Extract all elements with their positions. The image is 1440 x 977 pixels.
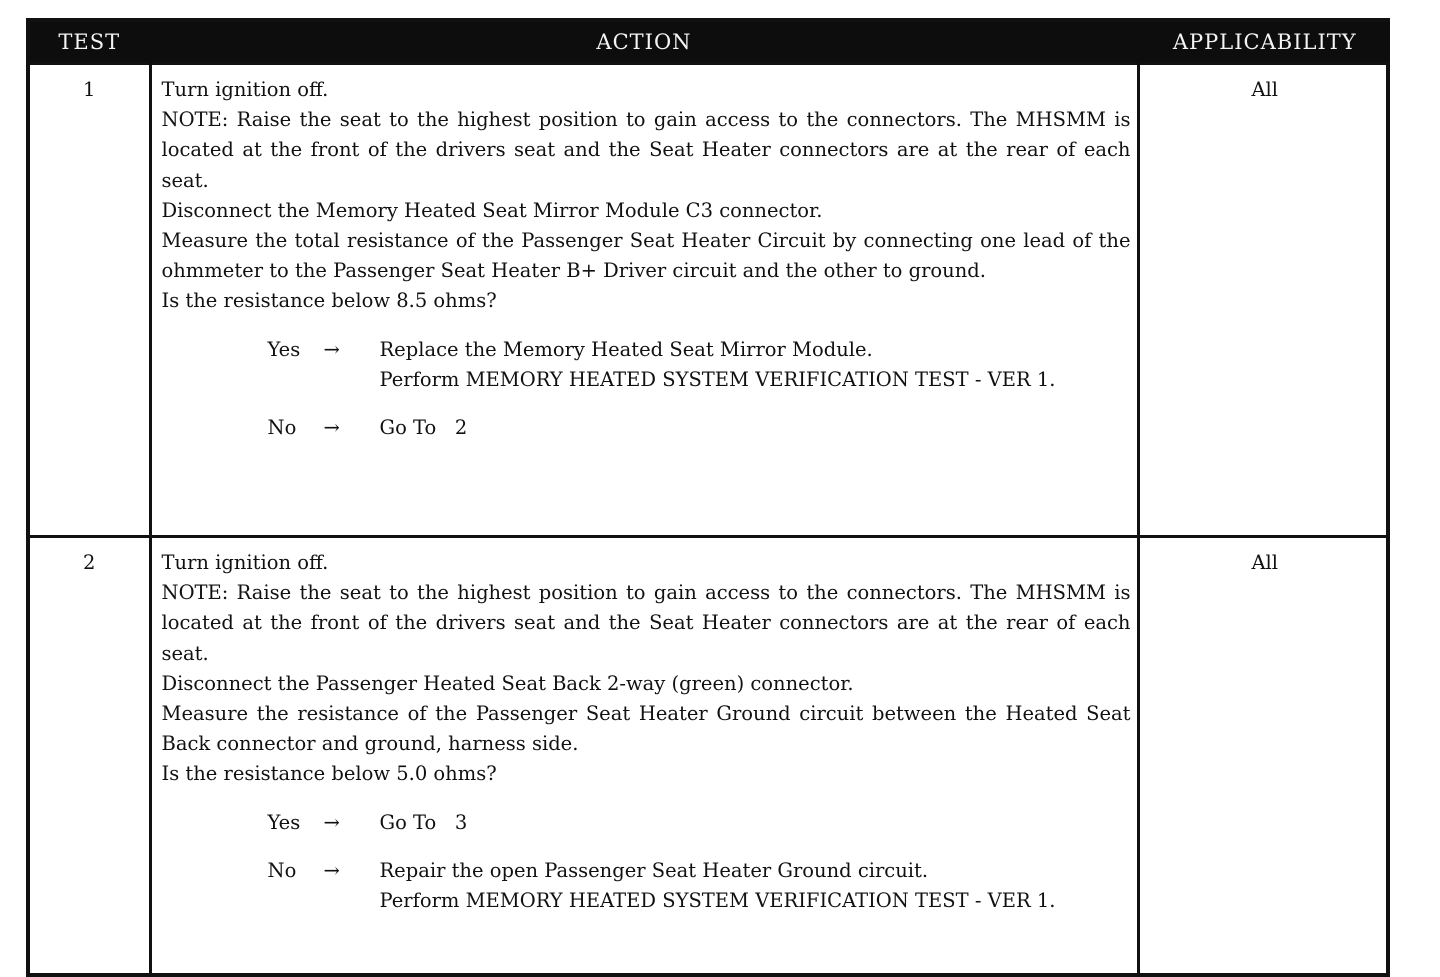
result-line: Go To 3 <box>379 810 468 834</box>
result-line: Go To 2 <box>379 416 468 440</box>
no-result <box>380 413 1131 443</box>
yes-label: Yes <box>267 337 301 361</box>
result-line: Perform MEMORY HEATED SYSTEM VERIFICATION TEST - VER 1. <box>379 367 1056 391</box>
action-question: Is the resistance below 5.0 ohms? <box>161 762 497 786</box>
result-line: Replace the Memory Heated Seat Mirror Module. <box>379 337 873 361</box>
right-arrow-icon: → <box>323 416 340 440</box>
action-cell <box>150 537 1138 974</box>
table-row <box>30 64 1390 537</box>
no-label: No <box>267 858 297 882</box>
test-number: 1 <box>30 64 150 537</box>
action-line: Disconnect the Memory Heated Seat Mirror Module C3 connector. <box>161 198 823 222</box>
yes-branch <box>268 335 1131 395</box>
result-line: Repair the open Passenger Seat Heater Ground circuit. <box>379 858 929 882</box>
header-applicability: APPLICABILITY <box>1138 22 1390 64</box>
table-header-row <box>30 22 1390 64</box>
action-line: Measure the resistance of the Passenger Seat Heater Ground circuit between the Heated Seat Back connector and ground, harness side. <box>161 702 1131 756</box>
right-arrow-icon: → <box>323 810 340 834</box>
diagnostic-table-frame <box>26 18 1390 977</box>
test-number: 2 <box>30 537 150 974</box>
no-result <box>380 856 1131 916</box>
result-line: Perform MEMORY HEATED SYSTEM VERIFICATION TEST - VER 1. <box>379 889 1056 913</box>
action-note: NOTE: Raise the seat to the highest position to gain access to the connectors. The MHSMM is located at the front of the drivers seat and the Seat Heater connectors are at the rear of each seat. <box>161 581 1131 665</box>
applicability-value: All <box>1138 64 1390 537</box>
action-line: Disconnect the Passenger Heated Seat Back 2-way (green) connector. <box>161 671 854 695</box>
table-row <box>30 537 1390 974</box>
action-line: Turn ignition off. <box>161 551 329 574</box>
diagnostic-table <box>30 22 1390 973</box>
action-question: Is the resistance below 8.5 ohms? <box>161 289 497 313</box>
no-branch <box>268 413 1131 443</box>
action-line: Turn ignition off. <box>161 78 329 101</box>
yes-branch <box>268 808 1131 838</box>
action-line: Measure the total resistance of the Passenger Seat Heater Circuit by connecting one lead of the ohmmeter to the Passenger Seat Heater B+ Driver circuit and the other to ground. <box>161 229 1131 283</box>
no-label: No <box>267 416 297 440</box>
yes-label: Yes <box>267 810 301 834</box>
yes-result <box>380 335 1131 395</box>
action-cell <box>150 64 1138 537</box>
no-branch <box>268 856 1131 916</box>
right-arrow-icon: → <box>323 337 340 361</box>
yes-result <box>380 808 1131 838</box>
applicability-value: All <box>1138 537 1390 974</box>
header-test: TEST <box>30 22 150 64</box>
header-action: ACTION <box>150 22 1138 64</box>
right-arrow-icon: → <box>323 858 340 882</box>
action-note: NOTE: Raise the seat to the highest position to gain access to the connectors. The MHSMM is located at the front of the drivers seat and the Seat Heater connectors are at the rear of each seat. <box>161 108 1131 192</box>
